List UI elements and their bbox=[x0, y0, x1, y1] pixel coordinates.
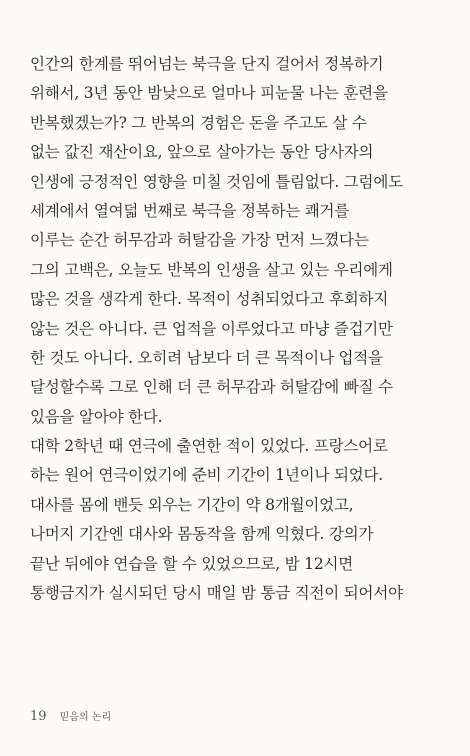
text-line: 세계에서 열여덟 번째로 북극을 정복하는 쾌거를 bbox=[30, 201, 350, 220]
text-line: 달성할수록 그로 인해 더 큰 허무감과 허탈감에 빠질 수 bbox=[30, 378, 393, 397]
text-line: 많은 것을 생각게 한다. 목적이 성취되었다고 후회하지 bbox=[30, 290, 389, 309]
text-line: 위해서, 3년 동안 밤낮으로 얼마나 피눈물 나는 훈련을 bbox=[30, 84, 388, 103]
text-line: 대학 2학년 때 연극에 출연한 적이 있었다. 프랑스어로 bbox=[30, 437, 388, 456]
body-text bbox=[30, 50, 440, 608]
text-line: 인생에 긍정적인 영향을 미칠 것임에 틀림없다. 그럼에도 bbox=[30, 172, 403, 191]
text-line: 인간의 한계를 뛰어넘는 북극을 단지 걸어서 정복하기 bbox=[30, 55, 384, 73]
text-line: 있음을 알아야 한다. bbox=[30, 407, 163, 426]
page-footer bbox=[30, 705, 111, 724]
text-line: 그의 고백은, 오늘도 반복의 인생을 살고 있는 우리에게 bbox=[30, 260, 393, 279]
text-line: 하는 원어 연극이었기에 준비 기간이 1년이나 되었다. bbox=[30, 466, 383, 485]
text-line: 대사를 몸에 밴듯 외우는 기간이 약 8개월이었고, bbox=[30, 495, 354, 514]
text-line: 이루는 순간 허무감과 허탈감을 가장 먼저 느꼈다는 bbox=[30, 231, 369, 250]
text-line: 통행금지가 실시되던 당시 매일 밤 통금 직전이 되어서야 bbox=[30, 584, 403, 603]
text-line: 나머지 기간엔 대사와 몸동작을 함께 익혔다. 강의가 bbox=[30, 525, 374, 544]
text-line: 않는 것은 아니다. 큰 업적을 이루었다고 마냥 즐겁기만 bbox=[30, 319, 393, 338]
page-number: 19 bbox=[30, 709, 47, 724]
text-line: 끝난 뒤에야 연습을 할 수 있었으므로, 밤 12시면 bbox=[30, 554, 354, 573]
text-line: 없는 값진 재산이요, 앞으로 살아가는 동안 당사자의 bbox=[30, 143, 374, 162]
text-line: 한 것도 아니다. 오히려 남보다 더 큰 목적이나 업적을 bbox=[30, 348, 383, 367]
running-title: 믿음의 논리 bbox=[59, 712, 112, 723]
text-line: 반복했겠는가? 그 반복의 경험은 돈을 주고도 살 수 bbox=[30, 113, 367, 132]
